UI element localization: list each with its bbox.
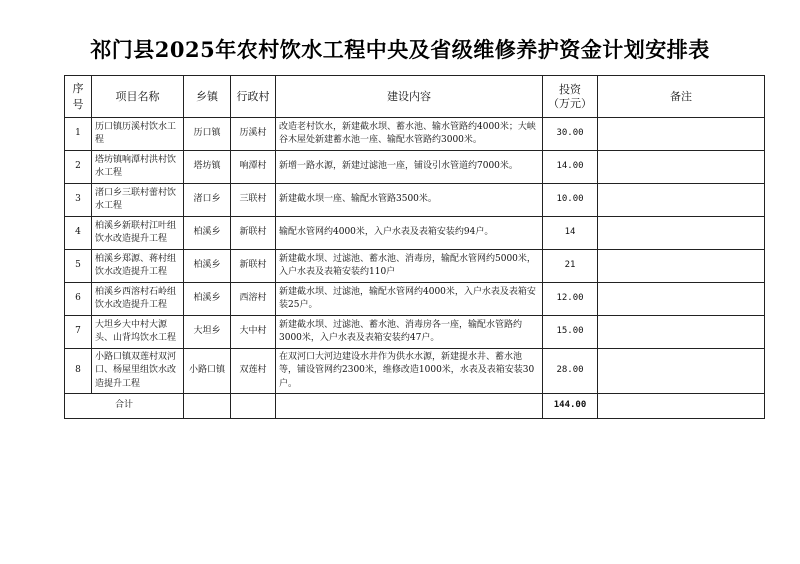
cell-content: 新增一路水源，新建过滤池一座，铺设引水管道约7000米。 [276, 151, 543, 184]
total-row [65, 394, 765, 419]
cell-investment: 14.00 [543, 151, 598, 184]
total-empty-cell [276, 394, 543, 419]
total-label: 合计 [65, 394, 184, 419]
cell-seq: 4 [65, 217, 92, 250]
cell-project-name: 大坦乡大中村大源头、山背坞饮水工程 [92, 316, 184, 349]
header-investment: 投资 （万元） [543, 76, 598, 118]
funding-plan-table [64, 75, 765, 419]
document-title: 祁门县2025年农村饮水工程中央及省级维修养护资金计划安排表 [90, 37, 710, 62]
cell-seq: 3 [65, 184, 92, 217]
total-investment: 144.00 [543, 394, 598, 419]
table-row [65, 184, 765, 217]
header-town: 乡镇 [184, 76, 231, 118]
cell-note [598, 250, 765, 283]
cell-investment: 10.00 [543, 184, 598, 217]
cell-village: 新联村 [231, 250, 276, 283]
cell-project-name: 塔坊镇响潭村洪村饮水工程 [92, 151, 184, 184]
cell-note [598, 151, 765, 184]
header-note: 备注 [598, 76, 765, 118]
total-empty-cell [598, 394, 765, 419]
cell-project-name: 渚口乡三联村蕾村饮水工程 [92, 184, 184, 217]
cell-investment: 28.00 [543, 349, 598, 394]
cell-village: 双莲村 [231, 349, 276, 394]
cell-village: 大中村 [231, 316, 276, 349]
cell-project-name: 柏溪乡新联村江叶组饮水改造提升工程 [92, 217, 184, 250]
cell-investment: 14 [543, 217, 598, 250]
cell-investment: 15.00 [543, 316, 598, 349]
table-row [65, 217, 765, 250]
header-content: 建设内容 [276, 76, 543, 118]
cell-seq: 5 [65, 250, 92, 283]
table-row [65, 118, 765, 151]
total-empty-cell [231, 394, 276, 419]
table-row [65, 316, 765, 349]
header-seq: 序号 [65, 76, 92, 118]
cell-village: 历溪村 [231, 118, 276, 151]
cell-town: 柏溪乡 [184, 283, 231, 316]
header-village: 行政村 [231, 76, 276, 118]
cell-town: 柏溪乡 [184, 217, 231, 250]
cell-town: 塔坊镇 [184, 151, 231, 184]
cell-content: 新建截水坝一座、输配水管路3500米。 [276, 184, 543, 217]
table-row [65, 151, 765, 184]
table-row [65, 349, 765, 394]
cell-content: 新建截水坝、过滤池，输配水管网约4000米，入户水表及表箱安装25户。 [276, 283, 543, 316]
cell-seq: 1 [65, 118, 92, 151]
cell-village: 西溶村 [231, 283, 276, 316]
cell-seq: 8 [65, 349, 92, 394]
cell-note [598, 118, 765, 151]
cell-content: 在双河口大河边建设水井作为供水水源，新建提水井、蓄水池等，铺设管网约2300米，维修改造1000米，水表及表箱安装30户。 [276, 349, 543, 394]
cell-content: 输配水管网约4000米，入户水表及表箱安装约94户。 [276, 217, 543, 250]
cell-note [598, 316, 765, 349]
cell-note [598, 217, 765, 250]
header-project-name: 项目名称 [92, 76, 184, 118]
cell-investment: 21 [543, 250, 598, 283]
cell-investment: 12.00 [543, 283, 598, 316]
cell-content: 新建截水坝、过滤池、蓄水池、消毒房，输配水管网约5000米，入户水表及表箱安装约110户 [276, 250, 543, 283]
cell-seq: 2 [65, 151, 92, 184]
cell-seq: 7 [65, 316, 92, 349]
cell-village: 新联村 [231, 217, 276, 250]
cell-town: 渚口乡 [184, 184, 231, 217]
cell-town: 小路口镇 [184, 349, 231, 394]
cell-seq: 6 [65, 283, 92, 316]
table-row [65, 283, 765, 316]
cell-note [598, 283, 765, 316]
cell-note [598, 349, 765, 394]
cell-village: 三联村 [231, 184, 276, 217]
cell-note [598, 184, 765, 217]
cell-town: 柏溪乡 [184, 250, 231, 283]
cell-project-name: 小路口镇双莲村双河口、杨屋里组饮水改造提升工程 [92, 349, 184, 394]
cell-project-name: 柏溪乡郑源、蒋村组饮水改造提升工程 [92, 250, 184, 283]
cell-village: 响潭村 [231, 151, 276, 184]
total-empty-cell [184, 394, 231, 419]
cell-content: 新建截水坝、过滤池、蓄水池、消毒房各一座，输配水管路约3000米，入户水表及表箱安装约47户。 [276, 316, 543, 349]
cell-town: 大坦乡 [184, 316, 231, 349]
table-header-row [65, 76, 765, 118]
cell-project-name: 柏溪乡西溶村石岭组饮水改造提升工程 [92, 283, 184, 316]
cell-project-name: 历口镇历溪村饮水工程 [92, 118, 184, 151]
cell-content: 改造老村饮水，新建截水坝、蓄水池、输水管路约4000米；大峡谷木屋处新建蓄水池一座、输配水管路约3000米。 [276, 118, 543, 151]
table-row [65, 250, 765, 283]
cell-town: 历口镇 [184, 118, 231, 151]
cell-investment: 30.00 [543, 118, 598, 151]
